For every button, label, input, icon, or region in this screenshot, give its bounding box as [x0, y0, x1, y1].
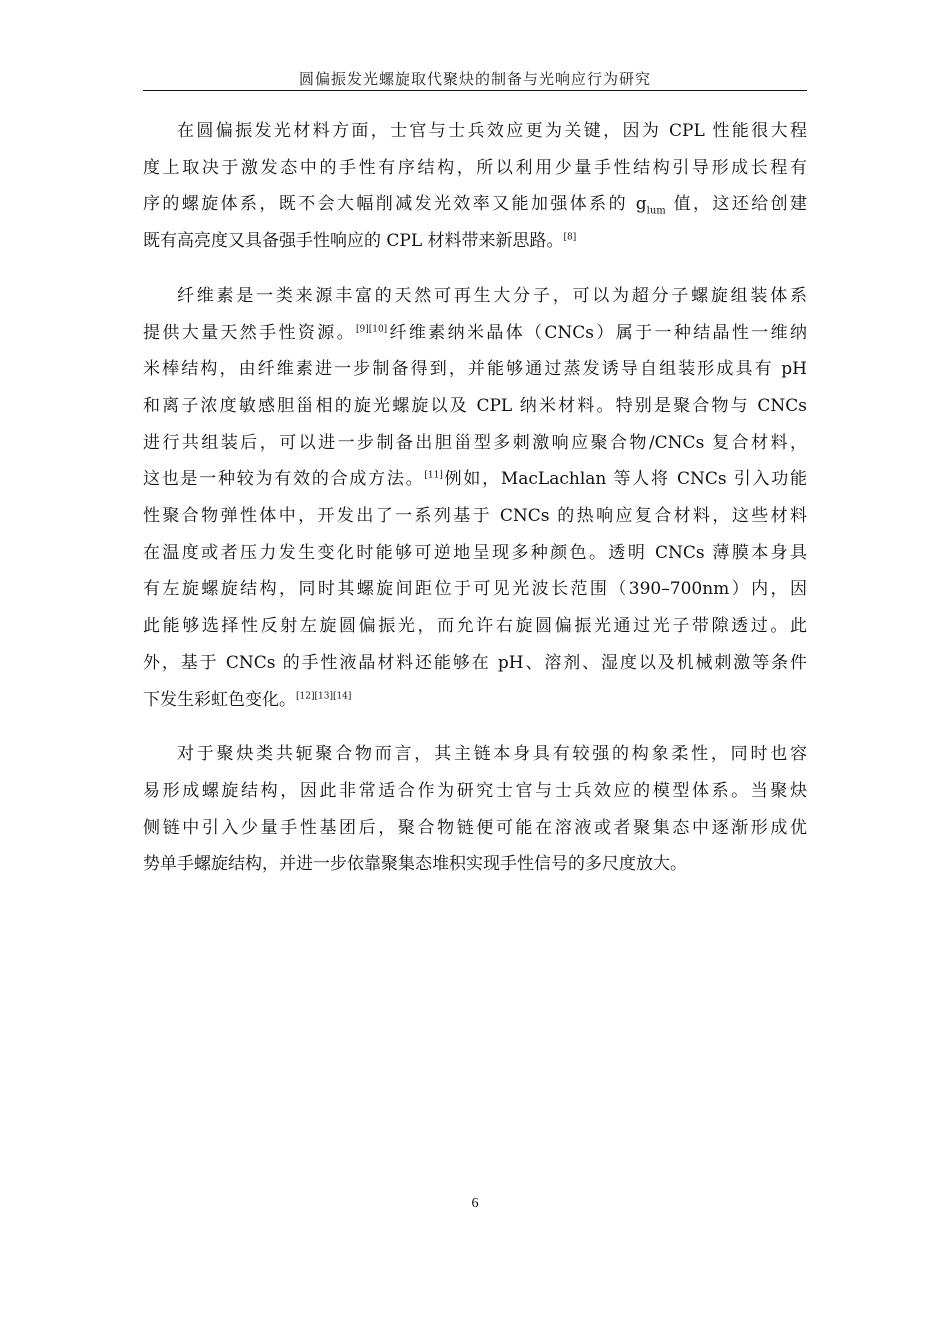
text-line: 易形成螺旋结构，因此非常适合作为研究士官与士兵效应的模型体系。当聚炔: [143, 780, 807, 801]
paragraph-cellulose: [143, 278, 807, 718]
citation-ref: [11]: [424, 470, 443, 481]
text-line: 和离子浓度敏感胆甾相的旋光螺旋以及 CPL 纳米材料。特别是聚合物与 CNCs: [143, 395, 807, 416]
text-line: 此能够选择性反射左旋圆偏振光，而允许右旋圆偏振光通过光子带隙透过。此: [143, 616, 807, 637]
citation-ref: [12][13][14]: [296, 690, 352, 701]
text-segment: 例如，MacLachlan 等人将 CNCs 引入功能: [442, 469, 807, 490]
text-segment: 既有高亮度又具备强手性响应的 CPL 材料带来新思路。: [143, 231, 564, 252]
text-line: [143, 223, 807, 260]
citation-ref: [8]: [563, 232, 577, 243]
running-header: 圆偏振发光螺旋取代聚炔的制备与光响应行为研究: [298, 70, 651, 88]
text-segment: 提供大量天然手性资源。: [143, 322, 356, 343]
subscript-lum: lum: [646, 205, 666, 217]
text-segment: 下发生彩虹色变化。: [143, 689, 296, 710]
text-line: 势单手螺旋结构，并进一步依靠聚集态堆积实现手性信号的多尺度放大。: [143, 854, 687, 875]
text-line: [143, 682, 807, 719]
header-rule: [143, 90, 807, 91]
paragraph-cpl-materials: [143, 113, 807, 260]
paragraph-polyacetylene: [143, 736, 807, 883]
text-line: 纤维素是一类来源丰富的天然可再生大分子，可以为超分子螺旋组装体系: [177, 285, 807, 306]
page-number: 6: [471, 1196, 479, 1211]
citation-ref: [9][10]: [355, 323, 388, 334]
text-line: 度上取决于激发态中的手性有序结构，所以利用少量手性结构引导形成长程有: [143, 157, 807, 178]
text-line: 外，基于 CNCs 的手性液晶材料还能够在 pH、溶剂、湿度以及机械刺激等条件: [143, 652, 807, 673]
text-segment: 这也是一种较为有效的合成方法。: [143, 469, 425, 490]
text-line: [143, 461, 807, 498]
text-line: 米棒结构，由纤维素进一步制备得到，并能够通过蒸发诱导自组装形成具有 pH: [143, 359, 807, 380]
text-segment: 序的螺旋体系，既不会大幅削减发光效率又能加强体系的 g: [143, 194, 647, 215]
text-line: 有左旋螺旋结构，同时其螺旋间距位于可见光波长范围（390–700nm）内，因: [143, 579, 807, 600]
text-segment: 纤维素纳米晶体（CNCs）属于一种结晶性一维纳: [387, 322, 807, 343]
text-line: 侧链中引入少量手性基团后，聚合物链便可能在溶液或者聚集态中逐渐形成优: [143, 817, 807, 838]
text-line: 对于聚炔类共轭聚合物而言，其主链本身具有较强的构象柔性，同时也容: [177, 744, 807, 765]
text-line: 在温度或者压力发生变化时能够可逆地呈现多种颜色。透明 CNCs 薄膜本身具: [143, 542, 807, 563]
body-text: [143, 113, 807, 901]
text-line: 在圆偏振发光材料方面，士官与士兵效应更为关键，因为 CPL 性能很大程: [177, 121, 807, 141]
text-line: [143, 315, 807, 352]
text-line: 性聚合物弹性体中，开发出了一系列基于 CNCs 的热响应复合材料，这些材料: [143, 506, 807, 527]
text-line: [143, 186, 807, 223]
text-segment: 值，这还给创建: [665, 194, 807, 215]
text-line: 进行共组装后，可以进一步制备出胆甾型多刺激响应聚合物/CNCs 复合材料，: [143, 432, 807, 453]
